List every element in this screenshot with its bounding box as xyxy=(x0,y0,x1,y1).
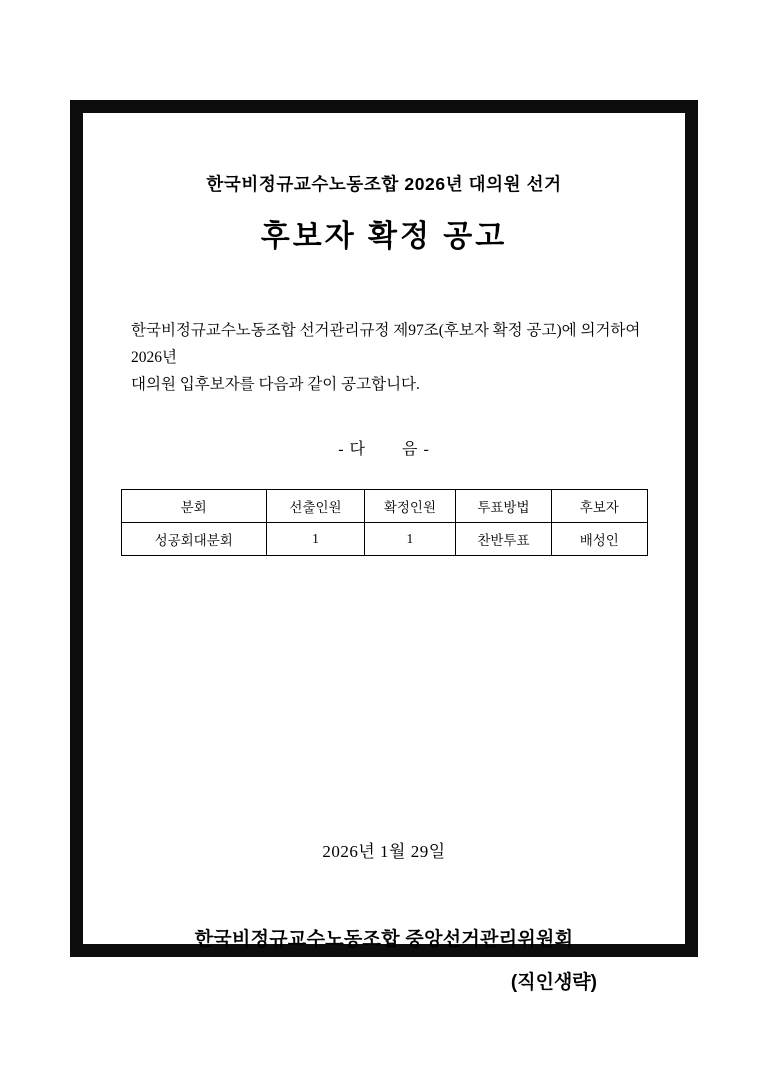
table-header-cell: 후보자 xyxy=(552,490,647,523)
daum-marker xyxy=(117,436,651,459)
issuing-organization: 한국비정규교수노동조합 중앙선거관리위원회 xyxy=(194,929,574,951)
daum-right: 음 - xyxy=(402,441,430,459)
table-header-row xyxy=(121,490,647,523)
daum-left: - 다 xyxy=(338,441,366,459)
notice-frame xyxy=(70,100,698,994)
table-cell-branch: 성공회대분회 xyxy=(121,523,266,556)
table-cell-candidate: 배성인 xyxy=(552,523,647,556)
table-header-cell: 선출인원 xyxy=(266,490,364,523)
notice-date: 2026년 1월 29일 xyxy=(322,842,446,862)
body-line-2: 대의원 입후보자를 다음과 같이 공고합니다. xyxy=(131,376,420,394)
notice-body xyxy=(117,317,651,398)
table-header-cell: 투표방법 xyxy=(455,490,551,523)
page-title: 후보자 확정 공고 xyxy=(260,220,508,253)
body-line-1: 한국비정규교수노동조합 선거관리규정 제97조(후보자 확정 공고)에 의거하여 2026년 xyxy=(131,322,641,367)
table-header-cell: 확정인원 xyxy=(365,490,456,523)
table-cell-seats: 1 xyxy=(266,523,364,556)
table-header-cell: 분회 xyxy=(121,490,266,523)
table-cell-vote-method: 찬반투표 xyxy=(455,523,551,556)
notice-subtitle: 한국비정규교수노동조합 2026년 대의원 선거 xyxy=(206,174,562,194)
seal-note: (직인생략) xyxy=(510,972,597,994)
table-row xyxy=(121,523,647,556)
candidate-table xyxy=(121,489,648,556)
table-cell-confirmed: 1 xyxy=(365,523,456,556)
notice-content xyxy=(83,113,685,994)
